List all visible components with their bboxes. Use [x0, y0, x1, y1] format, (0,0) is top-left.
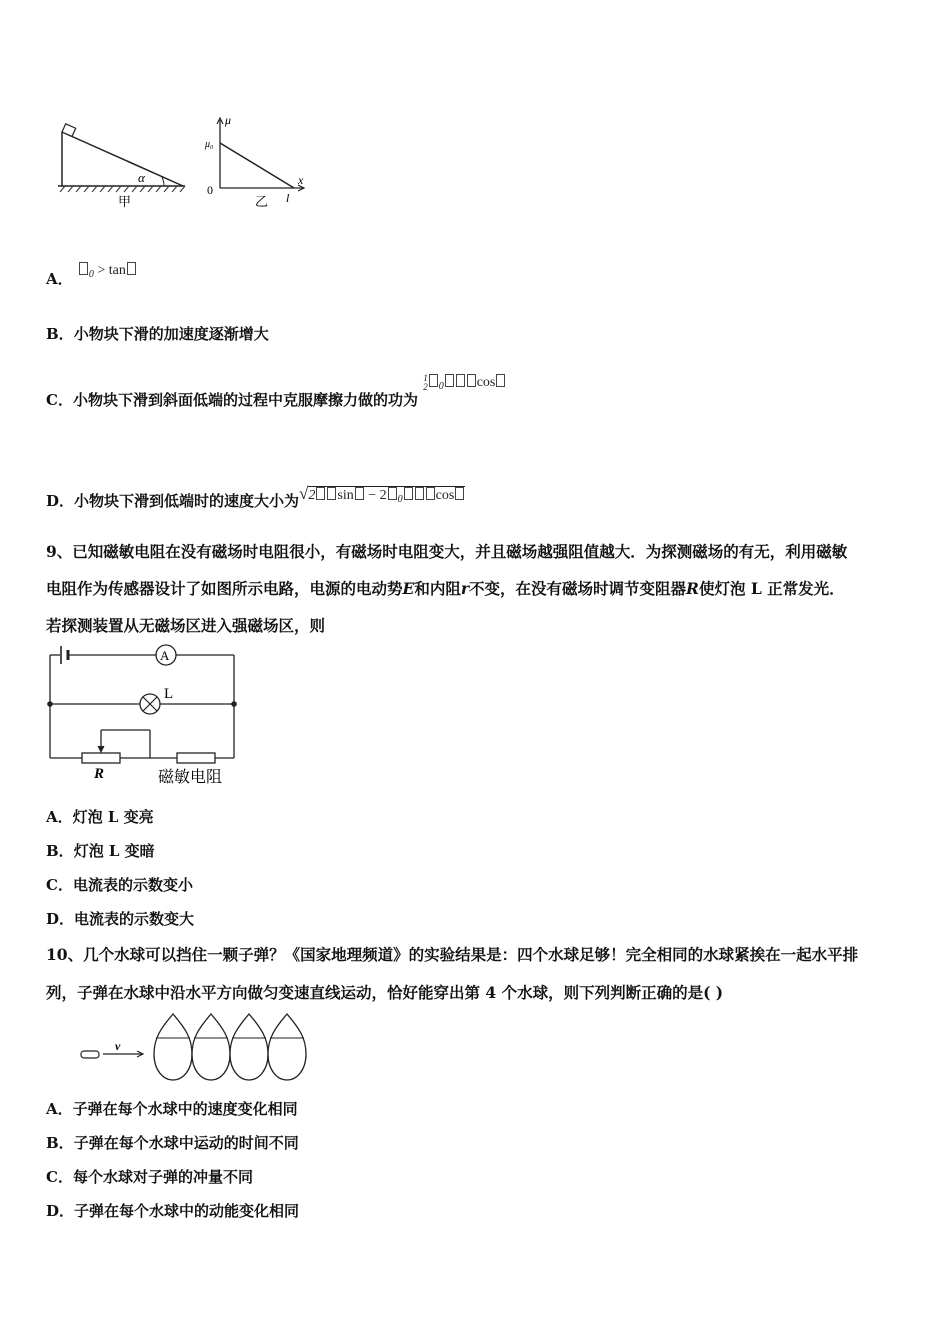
q9-option-a[interactable]: A．灯泡 L 变亮 [46, 808, 154, 826]
q8-option-a[interactable]: A． $_0$ > tan [46, 268, 137, 290]
q10-option-c[interactable]: C．每个水球对子弹的冲量不同 [46, 1168, 253, 1186]
velocity-label: v [115, 1039, 121, 1053]
q10-line-2: 列，子弹在水球中沿水平方向做匀变速直线运动，恰好能穿出第 4 个水球，则下列判断正确的是( ) [46, 983, 724, 1002]
rheostat-icon [82, 753, 120, 763]
q10-line-1: 10、几个水球可以挡住一颗子弹？《国家地理频道》的实验结果是：四个水球足够！完全相同的水球紧挨在一起水平排 [46, 945, 859, 964]
q9-line-3: 若探测装置从无磁场区进入强磁场区，则 [46, 616, 326, 635]
q9-option-d[interactable]: D．电流表的示数变大 [46, 910, 195, 928]
q8-option-b[interactable]: B．小物块下滑的加速度逐渐增大 [46, 325, 269, 343]
q10-option-d[interactable]: D．子弹在每个水球中的动能变化相同 [46, 1202, 300, 1220]
option-d-formula: √2 sin − 2 $_0$ cos [299, 488, 465, 503]
y-tick-label: μ₀ [205, 139, 214, 150]
y-axis-label: μ [225, 113, 232, 127]
figure-jia [58, 124, 185, 209]
water-ball-3 [230, 1014, 268, 1080]
block-icon [62, 124, 76, 137]
svg-text:L: L [164, 686, 174, 702]
svg-text:A: A [160, 648, 170, 663]
circuit-diagram [40, 642, 250, 790]
x-tick-label: l [286, 191, 290, 205]
water-balls-figure [75, 1008, 320, 1088]
svg-text:磁敏电阻: 磁敏电阻 [158, 769, 223, 786]
q9-line-2: 电阻作为传感器设计了如图所示电路，电源的电动势E和内阻r不变，在没有磁场时调节变阻器R使灯泡 L 正常发光． [46, 579, 845, 598]
x-axis-label: x [298, 173, 304, 187]
angle-label: α [138, 170, 145, 185]
caption-yi: 乙 [255, 194, 269, 209]
figure-incline-and-graph [50, 110, 320, 215]
water-ball-2 [192, 1014, 230, 1080]
q10-option-a[interactable]: A．子弹在每个水球中的速度变化相同 [46, 1100, 298, 1118]
figure-yi [204, 113, 304, 209]
caption-jia: 甲 [118, 194, 132, 209]
q8-option-c[interactable]: C．小物块下滑到斜面低端的过程中克服摩擦力做的功为 1 2 $_0$ cos [46, 389, 506, 411]
magnetoresistor-icon [177, 753, 215, 763]
option-c-formula: 1 2 $_0$ cos [423, 375, 506, 390]
water-ball-1 [154, 1014, 192, 1080]
option-a-formula: $_0$ > tan [78, 263, 137, 278]
q9-option-c[interactable]: C．电流表的示数变小 [46, 876, 193, 894]
q8-option-d[interactable]: D．小物块下滑到低端时的速度大小为√2 sin − 2 $_0$ cos [46, 490, 465, 512]
mu-line [220, 143, 294, 188]
origin-label: 0 [207, 183, 213, 197]
q9-line-1: 9、已知磁敏电阻在没有磁场时电阻很小，有磁场时电阻变大，并且磁场越强阻值越大．为探测磁场的有无，利用磁敏 [46, 542, 848, 561]
svg-text:R: R [94, 766, 105, 782]
q10-option-b[interactable]: B．子弹在每个水球中运动的时间不同 [46, 1134, 299, 1152]
q9-option-b[interactable]: B．灯泡 L 变暗 [46, 842, 155, 860]
bullet-icon [81, 1051, 99, 1058]
water-ball-4 [268, 1014, 306, 1080]
